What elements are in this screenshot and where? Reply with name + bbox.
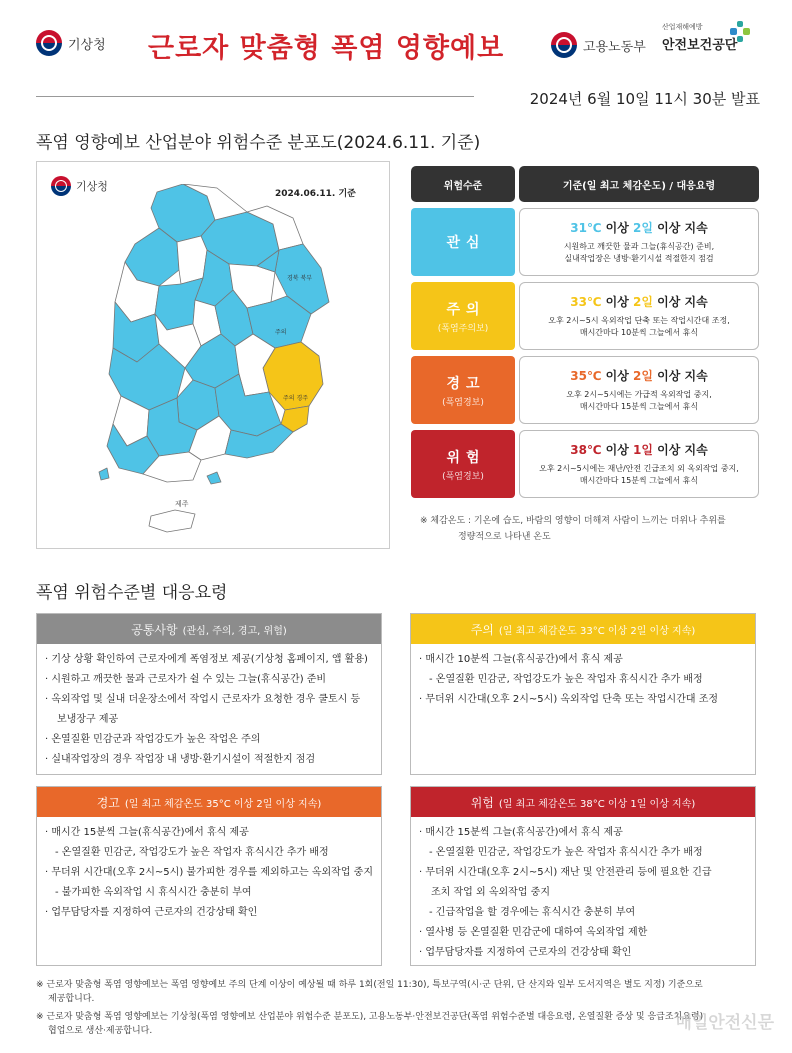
- level-column-header: 위험수준: [411, 166, 515, 202]
- guideline-item: · 매시간 15분씩 그늘(휴식공간)에서 휴식 제공: [419, 827, 623, 838]
- issue-date: 2024년 6월 10일 11시 30분 발표: [529, 90, 760, 108]
- guideline-item: · 기상 상황 확인하여 근로자에게 폭염정보 제공(기상청 홈페이지, 앱 활용): [45, 654, 368, 665]
- level-name: 위험: [446, 449, 486, 466]
- level-desc-line: 오후 2시~5시에는 가급적 옥외작업 중지,: [566, 390, 712, 400]
- kosha-small-label: 산업재해예방: [662, 23, 703, 31]
- guideline-item: - 온열질환 민감군, 작업강도가 높은 작업자 휴식시간 추가 배정: [429, 674, 703, 685]
- box-subtitle: (일 최고 체감온도 35°C 이상 2일 이상 지속): [124, 798, 322, 810]
- guideline-item: - 온열질환 민감군, 작업강도가 높은 작업자 휴식시간 추가 배정: [429, 847, 703, 858]
- taegeuk-emblem-icon: [36, 30, 62, 56]
- taegeuk-emblem-icon: [51, 176, 71, 196]
- map-region-label: 주의 경주: [283, 395, 309, 402]
- guideline-item: - 불가피한 옥외작업 시 휴식시간 충분히 부여: [55, 887, 252, 898]
- map-kma-name: 기상청: [76, 180, 108, 193]
- level-sub: (폭염주의보): [437, 323, 489, 334]
- guideline-item: · 실내작업장의 경우 작업장 내 냉방·환기시설이 적절한지 점검: [45, 754, 316, 765]
- taegeuk-emblem-icon: [551, 32, 577, 58]
- level-criteria: [519, 282, 759, 350]
- level-row-warning: [411, 356, 759, 424]
- level-desc-line: 매시간마다 10분씩 그늘에서 휴식: [579, 328, 699, 337]
- kma-name: 기상청: [68, 37, 106, 53]
- danger-guidelines-box: [410, 786, 756, 966]
- level-criteria-desc: [566, 389, 712, 412]
- criteria-column-header: 기준(일 최고 체감온도) / 대응요령: [519, 166, 759, 202]
- box-subtitle: (일 최고 체감온도 38°C 이상 1일 이상 지속): [498, 798, 696, 810]
- kma-logo: [36, 30, 106, 56]
- guideline-item: · 무더위 시간대(오후 2시~5시) 옥외작업 단축 또는 작업시간대 조정: [419, 694, 719, 705]
- caution-guidelines-box: [410, 613, 756, 775]
- note-line: 정량적으로 나타낸 온도: [458, 531, 551, 542]
- footnote-1: [36, 978, 766, 1006]
- box-subtitle: (관심, 주의, 경고, 위험): [182, 625, 287, 637]
- level-criteria-desc: [564, 241, 714, 264]
- level-criteria-headline: 31℃ 이상 2일 이상 지속: [570, 221, 708, 236]
- header: [0, 0, 792, 108]
- watermark: 매일안전신문: [675, 1013, 774, 1033]
- guideline-list: [37, 817, 381, 929]
- level-sub: (폭염경보): [442, 471, 484, 482]
- page-title: 근로자 맞춤형 폭염 영향예보: [148, 33, 505, 64]
- map-region-label: 경북 북부: [287, 275, 313, 282]
- box-title: 주의: [470, 622, 494, 637]
- guideline-item: · 온열질환 민감군과 작업강도가 높은 작업은 주의: [45, 734, 261, 745]
- guideline-item: 보냉장구 제공: [57, 714, 119, 725]
- level-desc-line: 오후 2시~5시 옥외작업 단축 또는 작업시간대 조정,: [548, 316, 730, 326]
- kosha-name: 안전보건공단: [662, 38, 738, 53]
- level-name: 관심: [446, 235, 486, 251]
- level-name: 경고: [446, 375, 486, 392]
- level-badge: [411, 282, 515, 350]
- level-criteria: [519, 208, 759, 276]
- map-region-none: [177, 236, 207, 284]
- moel-name: 고용노동부: [583, 39, 646, 55]
- guideline-list: [411, 644, 755, 716]
- box-title: 경고: [96, 795, 120, 810]
- map-island: [99, 468, 109, 480]
- box-title: 위험: [470, 795, 494, 810]
- moel-logo: [551, 32, 646, 58]
- guideline-item: · 열사병 등 온열질환 민감군에 대하여 옥외작업 제한: [419, 927, 648, 938]
- guideline-item: · 옥외작업 및 실내 더운장소에서 작업시 근로자가 요청한 경우 쿨토시 등: [45, 694, 361, 705]
- level-criteria-headline: 35℃ 이상 2일 이상 지속: [570, 369, 708, 384]
- footnote-line: ※ 근로자 맞춤형 폭염 영향예보는 기상청(폭염 영향예보 산업분야 위험수준 분포도), 고용노동부·안전보건공단(폭염 위험수준별 대응요령, 온열질환 증상 및 응급조치요령): [36, 1012, 704, 1022]
- level-desc-line: 오후 2시~5시에는 재난/안전 긴급조치 외 옥외작업 중지,: [539, 464, 739, 474]
- footnote-line: 제공합니다.: [48, 994, 95, 1004]
- guideline-list: [37, 644, 381, 776]
- kosha-cross-icon: [728, 20, 752, 44]
- footnote-line: 협업으로 생산·제공합니다.: [48, 1026, 153, 1036]
- guideline-item: · 업무담당자를 지정하여 근로자의 건강상태 확인: [419, 947, 632, 958]
- level-criteria-desc: [548, 315, 730, 338]
- guideline-item: - 긴급작업을 할 경우에는 휴식시간 충분히 부여: [429, 907, 636, 918]
- map-region-label: 주의: [275, 329, 287, 336]
- level-desc-line: 시원하고 깨끗한 물과 그늘(휴식공간) 준비,: [563, 242, 715, 252]
- warning-guidelines-box: [36, 786, 382, 966]
- level-badge: [411, 208, 515, 276]
- level-sub: (폭염경보): [442, 397, 484, 408]
- guideline-item: 조치 작업 외 옥외작업 중지: [431, 887, 550, 898]
- response-section-title: 폭염 위험수준별 대응요령: [36, 583, 228, 603]
- note-line: ※ 체감온도 : 기온에 습도, 바람의 영향이 더해져 사람이 느끼는 더위나 추위를: [420, 516, 726, 526]
- guideline-item: · 시원하고 깨끗한 물과 근로자가 쉴 수 있는 그늘(휴식공간) 준비: [45, 674, 327, 685]
- level-criteria-headline: 38℃ 이상 1일 이상 지속: [570, 443, 708, 458]
- map-island-label: 제주: [175, 500, 189, 508]
- map-island: [207, 472, 221, 484]
- box-header: [411, 787, 755, 817]
- guideline-item: · 무더위 시간대(오후 2시~5시) 재난 및 안전관리 등에 필요한 긴급: [419, 867, 712, 878]
- level-row-interest: [411, 208, 759, 276]
- level-criteria-headline: 33℃ 이상 2일 이상 지속: [570, 295, 708, 310]
- box-header: [37, 787, 381, 817]
- guideline-item: · 매시간 10분씩 그늘(휴식공간)에서 휴식 제공: [419, 654, 623, 665]
- level-badge: [411, 430, 515, 498]
- header-divider: [36, 96, 474, 97]
- level-row-caution: [411, 282, 759, 350]
- footnote-2: [36, 1010, 766, 1038]
- level-desc-line: 매시간마다 15분씩 그늘에서 휴식: [579, 402, 699, 411]
- guideline-item: · 매시간 15분씩 그늘(휴식공간)에서 휴식 제공: [45, 827, 249, 838]
- level-row-danger: [411, 430, 759, 498]
- level-criteria: [519, 356, 759, 424]
- level-name: 주의: [446, 301, 486, 318]
- footnote-line: ※ 근로자 맞춤형 폭염 영향예보는 폭염 영향예보 주의 단계 이상이 예상될 때 하루 1회(전일 11:30), 특보구역(시·군 단위, 단 산지와 일부 도서지역은 별도 지정) 기준으로: [36, 980, 703, 990]
- map-section-title: 폭염 영향예보 산업분야 위험수준 분포도(2024.6.11. 기준): [36, 133, 481, 153]
- guideline-list: [411, 817, 755, 969]
- map-date: 2024.06.11. 기준: [275, 189, 356, 199]
- level-criteria: [519, 430, 759, 498]
- korea-risk-map: [97, 184, 347, 544]
- map-island-jeju: [149, 510, 195, 532]
- kosha-logo: [662, 22, 737, 53]
- guideline-item: · 업무담당자를 지정하여 근로자의 건강상태 확인: [45, 907, 258, 918]
- level-badge: [411, 356, 515, 424]
- box-title: 공통사항: [131, 622, 178, 637]
- guideline-item: - 온열질환 민감군, 작업강도가 높은 작업자 휴식시간 추가 배정: [55, 847, 329, 858]
- common-guidelines-box: [36, 613, 382, 775]
- feels-like-note: [420, 514, 760, 546]
- box-subtitle: (일 최고 체감온도 33°C 이상 2일 이상 지속): [498, 625, 696, 637]
- risk-map-panel: [36, 161, 390, 549]
- level-criteria-desc: [539, 463, 739, 486]
- box-header: [411, 614, 755, 644]
- guideline-item: · 무더위 시간대(오후 2시~5시) 불가피한 경우를 제외하고는 옥외작업 중지: [45, 867, 373, 878]
- level-desc-line: 매시간마다 15분씩 그늘에서 휴식: [579, 476, 699, 485]
- level-desc-line: 실내작업장은 냉방·환기시설 적절한지 점검: [564, 254, 714, 263]
- box-header: [37, 614, 381, 644]
